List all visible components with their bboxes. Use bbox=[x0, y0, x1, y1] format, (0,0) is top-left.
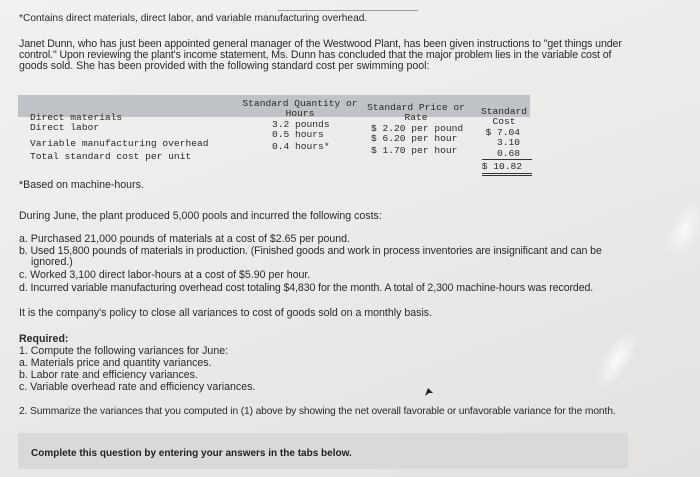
screen-glare bbox=[589, 326, 645, 394]
header-qty-1: Standard Quantity or bbox=[242, 98, 358, 109]
row-qty-overhead: 0.4 hours* bbox=[272, 141, 330, 152]
total-value: $ 10.82 bbox=[481, 161, 522, 172]
cost-item-d: d. Incurred variable manufacturing overhead cost totaling $4,830 for the month. A total of 2,300 machine-hours was recorded. bbox=[19, 282, 594, 294]
intro-line-3: goods sold. She has been provided with the following standard cost per swimming pool: bbox=[19, 60, 430, 72]
row-label-overhead: Variable manufacturing overhead bbox=[30, 138, 209, 149]
policy-text: It is the company's policy to close all variances to cost of goods sold on a monthly basis. bbox=[19, 307, 433, 319]
cost-item-b-line-1: b. Used 15,800 pounds of materials in production. (Finished goods and work in process inventories are insignificant and can be bbox=[19, 245, 602, 257]
required-item-2: 2. Summarize the variances that you computed in (1) above by showing the net overall favorable or unfavorable variance for the month. bbox=[19, 406, 616, 417]
total-double-underline-2 bbox=[482, 175, 532, 176]
header-qty-2: Hours bbox=[285, 108, 315, 119]
screen-glare bbox=[659, 196, 700, 263]
row-price-overhead: $ 1.70 per hour bbox=[371, 145, 458, 156]
required-item-1b: b. Labor rate and efficiency variances. bbox=[19, 369, 198, 381]
footnote-machine-hours: *Based on machine-hours. bbox=[19, 179, 144, 191]
row-price-labor: $ 6.20 per hour bbox=[371, 133, 458, 144]
row-cost-labor: 3.10 bbox=[496, 137, 520, 148]
row-qty-materials: 3.2 pounds bbox=[272, 119, 330, 130]
total-label: Total standard cost per unit bbox=[30, 151, 192, 162]
subtotal-underline bbox=[482, 159, 532, 160]
header-price-2: Rate bbox=[404, 112, 428, 123]
intro-line-1: Janet Dunn, who has just been appointed general manager of the Westwood Plant, has been given instructions to "get things under bbox=[19, 38, 622, 50]
cost-item-b-line-2: ignored.) bbox=[31, 256, 73, 268]
header-cost-1: Standard bbox=[480, 106, 528, 117]
required-item-1: 1. Compute the following variances for June: bbox=[19, 345, 229, 357]
top-divider bbox=[278, 10, 418, 11]
required-item-1c: c. Variable overhead rate and efficiency variances. bbox=[19, 381, 256, 393]
cost-item-c: c. Worked 3,100 direct labor-hours at a cost of $5.90 per hour. bbox=[19, 269, 311, 281]
june-intro: During June, the plant produced 5,000 pools and incurred the following costs: bbox=[19, 210, 382, 222]
total-double-underline-1 bbox=[482, 173, 532, 174]
mouse-pointer-icon bbox=[424, 387, 434, 397]
row-label-labor: Direct labor bbox=[30, 122, 100, 133]
header-price-1: Standard Price or bbox=[367, 102, 465, 113]
row-label-materials: Direct materials bbox=[30, 112, 123, 123]
row-cost-materials: $ 7.04 bbox=[485, 127, 520, 138]
intro-line-2: control." Upon reviewing the plant's income statement, Ms. Dunn has concluded that the major problem lies in the variable cost of bbox=[19, 49, 612, 61]
cost-item-a: a. Purchased 21,000 pounds of materials at a cost of $2.65 per pound. bbox=[19, 233, 350, 245]
instructions-text: Complete this question by entering your answers in the tabs below. bbox=[31, 448, 352, 459]
required-item-1a: a. Materials price and quantity variances. bbox=[19, 357, 212, 369]
header-cost-2: Cost bbox=[492, 116, 516, 127]
required-title: Required: bbox=[19, 333, 69, 345]
row-cost-overhead: 0.68 bbox=[496, 148, 520, 159]
footnote-top: *Contains direct materials, direct labor, and variable manufacturing overhead. bbox=[19, 13, 368, 24]
row-qty-labor: 0.5 hours bbox=[272, 129, 324, 140]
row-price-materials: $ 2.20 per pound bbox=[371, 123, 464, 134]
